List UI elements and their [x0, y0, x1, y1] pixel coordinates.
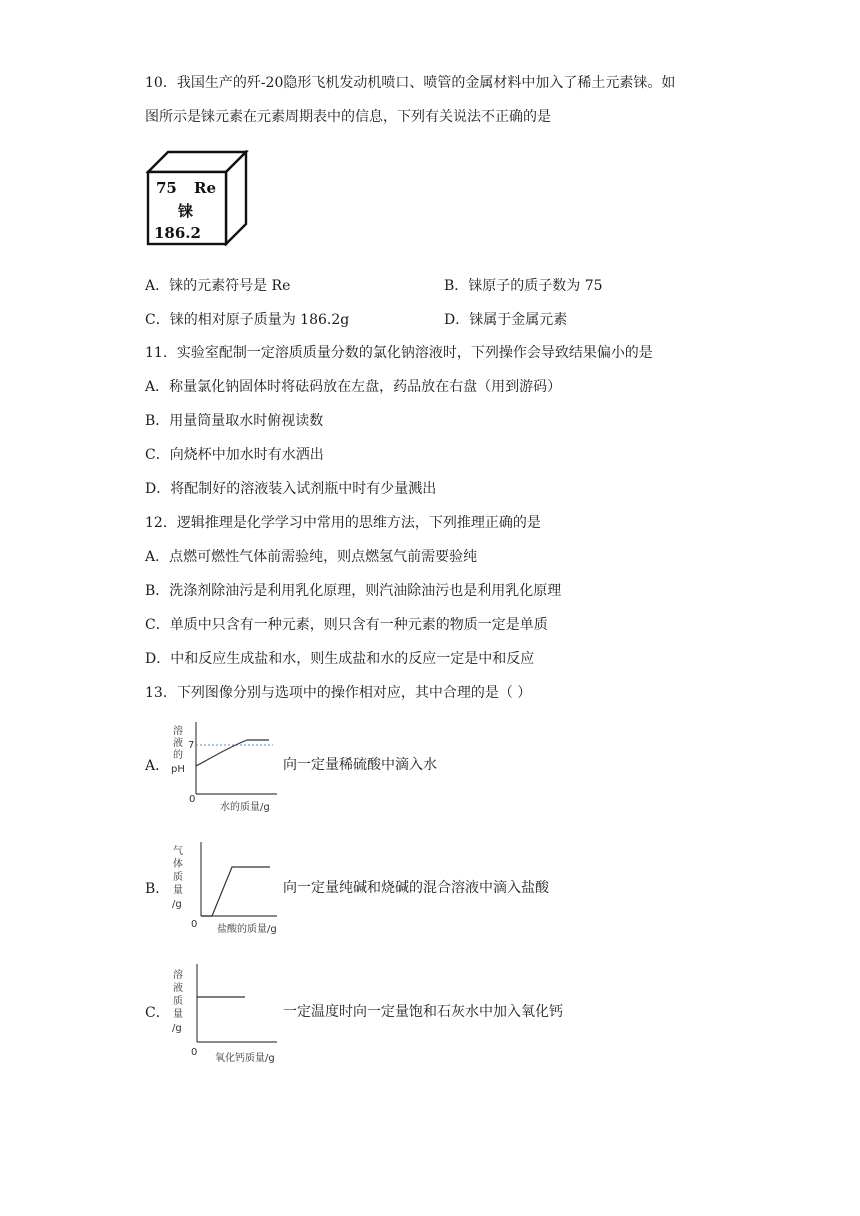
- q11-option-c: C．向烧杯中加水时有水洒出: [145, 447, 324, 463]
- graph-c-caption: 一定温度时向一定量饱和石灰水中加入氧化钙: [283, 1004, 563, 1020]
- q11-option-d: D．将配制好的溶液装入试剂瓶中时有少量溅出: [145, 481, 437, 497]
- q12-stem: 12．逻辑推理是化学学习中常用的思维方法，下列推理正确的是: [145, 515, 541, 531]
- graph-c-ylabel-2: 液: [173, 983, 183, 994]
- element-name: 铼: [178, 202, 194, 220]
- graph-a-letter: A．: [145, 758, 170, 774]
- q10-option-c: C．铼的相对原子质量为 186.2g: [145, 312, 350, 328]
- graph-a-ylabel-2: 液: [173, 738, 183, 749]
- graph-b-ylabel-4: 量: [173, 885, 183, 896]
- graph-c-origin: 0: [191, 1047, 198, 1058]
- graph-b-curve: [201, 867, 270, 916]
- graph-c-ylabel-4: 量: [173, 1009, 183, 1020]
- graph-c-ylabel-3: 质: [173, 996, 183, 1007]
- graph-c-letter: C．: [145, 1005, 170, 1021]
- graph-a-ylabel-3: 的: [173, 750, 183, 761]
- graph-b: [165, 836, 285, 940]
- graph-a-ref-label: 7: [188, 740, 195, 751]
- graph-b-ylabel-1: 气: [173, 846, 183, 857]
- graph-c-ylabel-5: /g: [172, 1023, 182, 1034]
- element-symbol: Re: [194, 179, 217, 197]
- q10-option-a: A．铼的元素符号是 Re: [145, 278, 291, 294]
- graph-b-origin: 0: [191, 919, 198, 930]
- graph-b-xlabel: 盐酸的质量/g: [217, 924, 277, 935]
- element-card: [146, 150, 250, 250]
- graph-c-xlabel: 氧化钙质量/g: [215, 1053, 275, 1064]
- q11-option-a: A．称量氯化钠固体时将砝码放在左盘，药品放在右盘（用到游码）: [145, 379, 562, 395]
- graph-a-origin: 0: [189, 794, 196, 805]
- graph-a-ylabel-1: 溶: [173, 726, 183, 737]
- element-number: 75: [156, 179, 177, 197]
- graph-b-ylabel-3: 质: [173, 872, 183, 883]
- q10-option-d: D．铼属于金属元素: [444, 312, 568, 328]
- q13-stem: 13．下列图像分别与选项中的操作相对应，其中合理的是（ ）: [145, 685, 532, 701]
- q10-stem-line1: 10．我国生产的歼-20隐形飞机发动机喷口、喷管的金属材料中加入了稀土元素铼。如: [145, 75, 676, 91]
- q12-option-a: A．点燃可燃性气体前需验纯，则点燃氢气前需要验纯: [145, 549, 478, 565]
- graph-a-curve: [196, 740, 269, 766]
- graph-c: [165, 960, 285, 1068]
- q12-option-c: C．单质中只含有一种元素，则只含有一种元素的物质一定是单质: [145, 617, 548, 633]
- q11-stem: 11．实验室配制一定溶质质量分数的氯化钠溶液时，下列操作会导致结果偏小的是: [145, 345, 653, 361]
- graph-b-ylabel-2: 体: [173, 859, 183, 870]
- q12-option-b: B．洗涤剂除油污是利用乳化原理，则汽油除油污也是利用乳化原理: [145, 583, 562, 599]
- q12-option-d: D．中和反应生成盐和水，则生成盐和水的反应一定是中和反应: [145, 651, 535, 667]
- q10-stem-line2: 图所示是铼元素在元素周期表中的信息，下列有关说法不正确的是: [145, 109, 551, 125]
- q10-option-b: B．铼原子的质子数为 75: [444, 278, 603, 294]
- element-mass: 186.2: [154, 224, 201, 242]
- graph-b-caption: 向一定量纯碱和烧碱的混合溶液中滴入盐酸: [283, 880, 549, 896]
- graph-a-xlabel: 水的质量/g: [220, 802, 270, 813]
- q11-option-b: B．用量筒量取水时俯视读数: [145, 413, 324, 429]
- graph-b-letter: B．: [145, 881, 170, 897]
- graph-a-ylabel-4: pH: [171, 764, 185, 775]
- graph-c-ylabel-1: 溶: [173, 970, 183, 981]
- graph-b-ylabel-5: /g: [172, 899, 182, 910]
- graph-a-caption: 向一定量稀硫酸中滴入水: [283, 757, 437, 773]
- graph-a: [165, 718, 285, 818]
